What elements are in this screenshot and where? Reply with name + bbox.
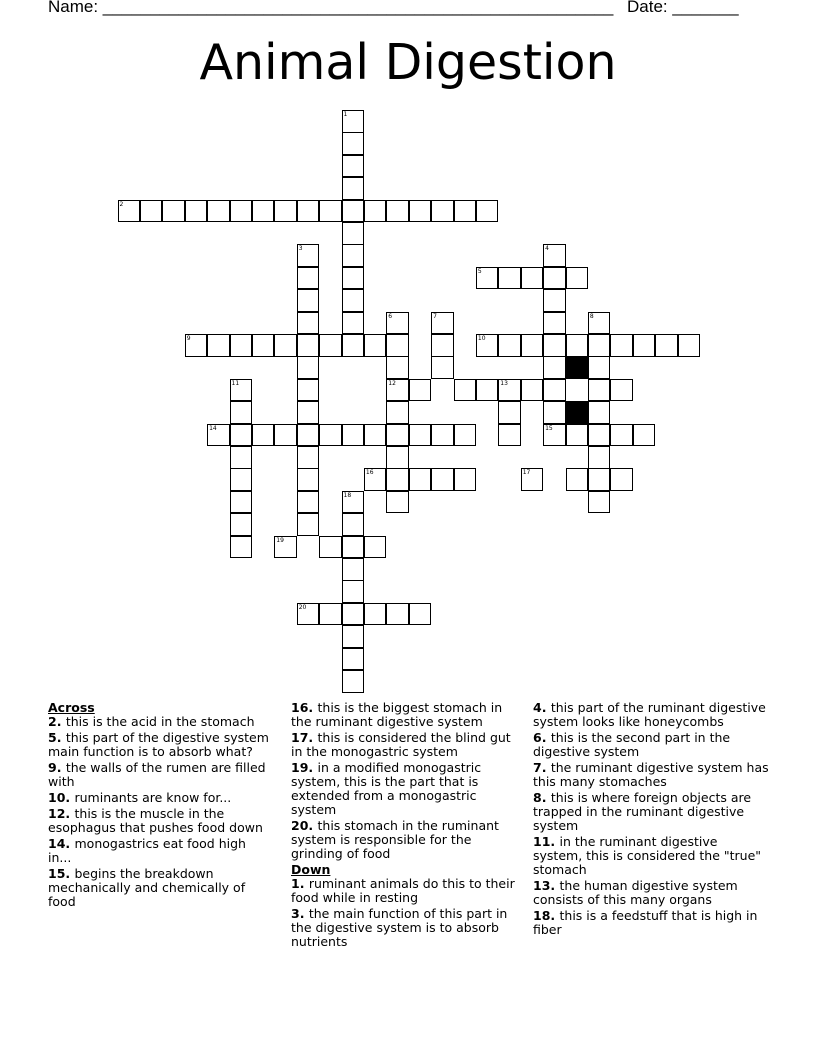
right-clues-column: [533, 701, 769, 939]
grid-cell[interactable]: [342, 580, 365, 603]
grid-cell[interactable]: [588, 446, 611, 469]
clue-text: this is the second part in the digestive system: [533, 730, 731, 759]
grid-cell[interactable]: [274, 200, 297, 223]
clue-number: 15.: [48, 866, 75, 881]
clue-item: [291, 701, 517, 729]
clue-item: [291, 731, 517, 759]
grid-cell[interactable]: [566, 468, 589, 491]
grid-cell[interactable]: [140, 200, 163, 223]
clue-item: [48, 715, 270, 729]
clue-item: [533, 835, 769, 877]
clue-text: this is considered the blind gut in the monogastric system: [291, 730, 511, 759]
grid-cell[interactable]: [319, 536, 342, 559]
grid-cell[interactable]: [297, 446, 320, 469]
name-field[interactable]: Name: ______________________________________________________: [48, 0, 614, 16]
clue-number: 4.: [533, 700, 551, 715]
grid-cell[interactable]: [297, 603, 320, 626]
clue-text: this part of the ruminant digestive system looks like honeycombs: [533, 700, 766, 729]
grid-cell[interactable]: [521, 334, 544, 357]
grid-cell[interactable]: [230, 491, 253, 514]
grid-cell[interactable]: [342, 110, 365, 133]
grid-cell[interactable]: [297, 289, 320, 312]
grid-cell[interactable]: [386, 424, 409, 447]
grid-cell[interactable]: [364, 334, 387, 357]
grid-cell[interactable]: [364, 468, 387, 491]
grid-cell[interactable]: [252, 334, 275, 357]
grid-cell[interactable]: [588, 334, 611, 357]
cell-number: 10: [477, 335, 486, 342]
clue-item: [48, 867, 270, 909]
clue-text: the main function of this part in the digestive system is to absorb nutrients: [291, 906, 508, 949]
grid-cell[interactable]: [319, 424, 342, 447]
grid-cell[interactable]: [252, 200, 275, 223]
grid-cell[interactable]: [297, 356, 320, 379]
grid-cell[interactable]: [431, 312, 454, 335]
grid-cell[interactable]: [207, 200, 230, 223]
cell-number: 12: [388, 379, 396, 387]
grid-cell[interactable]: [610, 468, 633, 491]
grid-cell[interactable]: [297, 200, 320, 223]
grid-cell[interactable]: [588, 356, 611, 379]
cell-number: 3: [298, 245, 303, 253]
grid-cell[interactable]: [297, 401, 320, 424]
cell-number: 9: [186, 335, 191, 342]
clue-item: [533, 909, 769, 937]
grid-cell[interactable]: [588, 491, 611, 514]
across-clues-column: [48, 701, 270, 911]
clue-number: 13.: [533, 878, 560, 893]
grid-cell[interactable]: [386, 401, 409, 424]
grid-cell[interactable]: [252, 424, 275, 447]
grid-cell[interactable]: [297, 468, 320, 491]
grid-cell[interactable]: [230, 334, 253, 357]
grid-cell[interactable]: [610, 334, 633, 357]
down-clue-list-continued: [533, 701, 769, 937]
grid-cell[interactable]: [230, 200, 253, 223]
grid-cell[interactable]: [431, 424, 454, 447]
grid-cell[interactable]: [431, 356, 454, 379]
blocked-cell: [566, 401, 589, 424]
clue-text: this is where foreign objects are trapped in the ruminant digestive system: [533, 790, 752, 833]
grid-cell[interactable]: [274, 334, 297, 357]
grid-cell[interactable]: [297, 513, 320, 536]
grid-cell[interactable]: [185, 200, 208, 223]
cell-number: 19: [276, 536, 284, 544]
grid-cell[interactable]: [185, 334, 208, 357]
grid-cell[interactable]: [521, 468, 544, 491]
grid-cell[interactable]: [386, 312, 409, 335]
grid-cell[interactable]: [230, 401, 253, 424]
grid-cell[interactable]: [566, 424, 589, 447]
grid-cell[interactable]: [386, 491, 409, 514]
grid-cell[interactable]: [342, 132, 365, 155]
cell-number: 1: [343, 111, 348, 118]
grid-cell[interactable]: [409, 200, 432, 223]
down-heading: Down: [291, 862, 331, 877]
grid-cell[interactable]: [633, 334, 656, 357]
grid-cell[interactable]: [543, 401, 566, 424]
grid-cell[interactable]: [230, 379, 253, 402]
grid-cell[interactable]: [274, 536, 297, 559]
clue-number: 12.: [48, 806, 75, 821]
blocked-cell: [566, 356, 589, 379]
clue-number: 3.: [291, 906, 309, 921]
clue-item: [533, 761, 769, 789]
grid-cell[interactable]: [342, 536, 365, 559]
clue-item: [48, 761, 270, 789]
clue-item: [533, 791, 769, 833]
clue-number: 20.: [291, 818, 318, 833]
grid-cell[interactable]: [633, 424, 656, 447]
grid-cell[interactable]: [543, 356, 566, 379]
grid-cell[interactable]: [566, 267, 589, 290]
cell-number: 20: [298, 603, 307, 611]
clue-text: in the ruminant digestive system, this is considered the "true" stomach: [533, 834, 762, 877]
clue-number: 7.: [533, 760, 551, 775]
cell-number: 2: [119, 200, 124, 208]
grid-cell[interactable]: [476, 334, 499, 357]
clue-item: [291, 819, 517, 861]
middle-clues-column: [291, 701, 517, 951]
clue-text: begins the breakdown mechanically and chemically of food: [48, 866, 246, 909]
grid-cell[interactable]: [297, 491, 320, 514]
grid-cell[interactable]: [521, 379, 544, 402]
grid-cell[interactable]: [476, 200, 499, 223]
cell-number: 17: [522, 469, 531, 477]
grid-cell[interactable]: [342, 513, 365, 536]
cell-number: 14: [209, 424, 217, 432]
grid-cell[interactable]: [230, 424, 253, 447]
grid-cell[interactable]: [364, 424, 387, 447]
clue-number: 6.: [533, 730, 551, 745]
clue-text: the human digestive system consists of this many organs: [533, 878, 738, 907]
clue-number: 16.: [291, 700, 318, 715]
grid-cell[interactable]: [207, 334, 230, 357]
clue-text: in a modified monogastric system, this is the part that is extended from a monogastric system: [291, 760, 482, 817]
grid-cell[interactable]: [342, 491, 365, 514]
page-title: Animal Digestion: [199, 34, 617, 91]
clue-text: monogastrics eat food high in...: [48, 836, 246, 865]
grid-cell[interactable]: [476, 267, 499, 290]
grid-cell[interactable]: [588, 312, 611, 335]
grid-cell[interactable]: [230, 468, 253, 491]
clue-text: this part of the digestive system main function is to absorb what?: [48, 730, 269, 759]
grid-cell[interactable]: [498, 401, 521, 424]
grid-cell[interactable]: [342, 312, 365, 335]
grid-cell[interactable]: [543, 289, 566, 312]
across-heading: Across: [48, 700, 95, 715]
grid-cell[interactable]: [342, 267, 365, 290]
grid-cell[interactable]: [386, 334, 409, 357]
cell-number: 6: [388, 312, 393, 320]
grid-cell[interactable]: [297, 334, 320, 357]
grid-cell[interactable]: [364, 603, 387, 626]
grid-cell[interactable]: [342, 200, 365, 223]
grid-cell[interactable]: [409, 424, 432, 447]
clue-number: 14.: [48, 836, 75, 851]
clue-item: [291, 877, 517, 905]
clue-item: [48, 731, 270, 759]
grid-cell[interactable]: [118, 200, 141, 223]
grid-cell[interactable]: [610, 424, 633, 447]
clue-text: ruminant animals do this to their food while in resting: [291, 876, 515, 905]
cell-number: 11: [231, 379, 240, 387]
grid-cell[interactable]: [342, 155, 365, 178]
clue-text: ruminants are know for...: [74, 790, 232, 805]
grid-cell[interactable]: [498, 267, 521, 290]
grid-cell[interactable]: [498, 424, 521, 447]
clue-text: the walls of the rumen are filled with: [48, 760, 266, 789]
clue-number: 19.: [291, 760, 318, 775]
grid-cell[interactable]: [297, 244, 320, 267]
grid-cell[interactable]: [678, 334, 701, 357]
down-clue-list: [291, 877, 517, 949]
grid-cell[interactable]: [543, 334, 566, 357]
grid-cell[interactable]: [431, 468, 454, 491]
grid-cell[interactable]: [588, 379, 611, 402]
grid-cell[interactable]: [476, 379, 499, 402]
grid-cell[interactable]: [588, 468, 611, 491]
grid-cell[interactable]: [364, 200, 387, 223]
clue-item: [533, 731, 769, 759]
grid-cell[interactable]: [386, 446, 409, 469]
grid-cell[interactable]: [431, 200, 454, 223]
across-clue-list: [48, 715, 270, 909]
grid-cell[interactable]: [543, 267, 566, 290]
clue-item: [48, 837, 270, 865]
grid-cell[interactable]: [342, 558, 365, 581]
clue-number: 11.: [533, 834, 560, 849]
grid-cell[interactable]: [588, 424, 611, 447]
grid-cell[interactable]: [498, 379, 521, 402]
clue-text: this is a feedstuff that is high in fiber: [533, 908, 758, 937]
grid-cell[interactable]: [386, 379, 409, 402]
grid-cell[interactable]: [319, 334, 342, 357]
clue-item: [533, 701, 769, 729]
grid-cell[interactable]: [454, 379, 477, 402]
clue-number: 1.: [291, 876, 309, 891]
grid-cell[interactable]: [454, 468, 477, 491]
grid-cell[interactable]: [274, 424, 297, 447]
cell-number: 15: [545, 424, 553, 432]
grid-cell[interactable]: [342, 244, 365, 267]
grid-cell[interactable]: [543, 244, 566, 267]
grid-cell[interactable]: [230, 513, 253, 536]
grid-cell[interactable]: [342, 222, 365, 245]
clue-number: 9.: [48, 760, 66, 775]
clue-item: [291, 761, 517, 817]
grid-cell[interactable]: [342, 289, 365, 312]
grid-cell[interactable]: [521, 267, 544, 290]
cell-number: 8: [589, 312, 594, 320]
clue-item: [533, 879, 769, 907]
grid-cell[interactable]: [342, 670, 365, 693]
date-field[interactable]: Date: _______: [627, 0, 739, 16]
grid-cell[interactable]: [207, 424, 230, 447]
clue-item: [48, 807, 270, 835]
clue-number: 10.: [48, 790, 75, 805]
grid-cell[interactable]: [297, 267, 320, 290]
cell-number: 7: [433, 312, 437, 320]
grid-cell[interactable]: [454, 200, 477, 223]
grid-cell[interactable]: [386, 356, 409, 379]
grid-cell[interactable]: [162, 200, 185, 223]
clue-text: this is the biggest stomach in the ruminant digestive system: [291, 700, 503, 729]
clue-number: 5.: [48, 730, 66, 745]
cell-number: 16: [365, 469, 374, 477]
across-clue-list-continued: [291, 701, 517, 861]
grid-cell[interactable]: [543, 424, 566, 447]
grid-cell[interactable]: [342, 648, 365, 671]
cell-number: 4: [545, 245, 549, 253]
cell-number: 13: [500, 379, 508, 387]
grid-cell[interactable]: [610, 379, 633, 402]
grid-cell[interactable]: [543, 379, 566, 402]
grid-cell[interactable]: [297, 379, 320, 402]
grid-cell[interactable]: [342, 334, 365, 357]
grid-cell[interactable]: [386, 603, 409, 626]
grid-cell[interactable]: [342, 424, 365, 447]
grid-cell[interactable]: [297, 312, 320, 335]
grid-cell[interactable]: [498, 334, 521, 357]
grid-cell[interactable]: [588, 401, 611, 424]
clue-text: this is the acid in the stomach: [65, 714, 255, 729]
grid-cell[interactable]: [655, 334, 678, 357]
grid-cell[interactable]: [386, 468, 409, 491]
cell-number: 5: [477, 267, 482, 275]
grid-cell[interactable]: [566, 334, 589, 357]
grid-cell[interactable]: [409, 379, 432, 402]
grid-cell[interactable]: [386, 200, 409, 223]
grid-cell[interactable]: [543, 312, 566, 335]
grid-cell[interactable]: [230, 536, 253, 559]
clue-text: this stomach in the ruminant system is responsible for the grinding of food: [291, 818, 499, 861]
grid-cell[interactable]: [431, 334, 454, 357]
clue-item: [48, 791, 270, 805]
grid-cell[interactable]: [342, 177, 365, 200]
grid-cell[interactable]: [409, 603, 432, 626]
cell-number: 18: [343, 491, 352, 499]
clue-text: the ruminant digestive system has this many stomaches: [533, 760, 769, 789]
clue-text: this is the muscle in the esophagus that pushes food down: [48, 806, 263, 835]
clue-number: 18.: [533, 908, 560, 923]
clue-number: 17.: [291, 730, 318, 745]
clue-number: 8.: [533, 790, 551, 805]
grid-cell[interactable]: [364, 536, 387, 559]
grid-cell[interactable]: [297, 424, 320, 447]
grid-cell[interactable]: [230, 446, 253, 469]
clue-item: [291, 907, 517, 949]
grid-cell[interactable]: [409, 468, 432, 491]
grid-cell[interactable]: [342, 603, 365, 626]
grid-cell[interactable]: [454, 424, 477, 447]
grid-cell[interactable]: [319, 603, 342, 626]
grid-cell[interactable]: [319, 200, 342, 223]
clue-number: 2.: [48, 714, 66, 729]
grid-cell[interactable]: [342, 625, 365, 648]
